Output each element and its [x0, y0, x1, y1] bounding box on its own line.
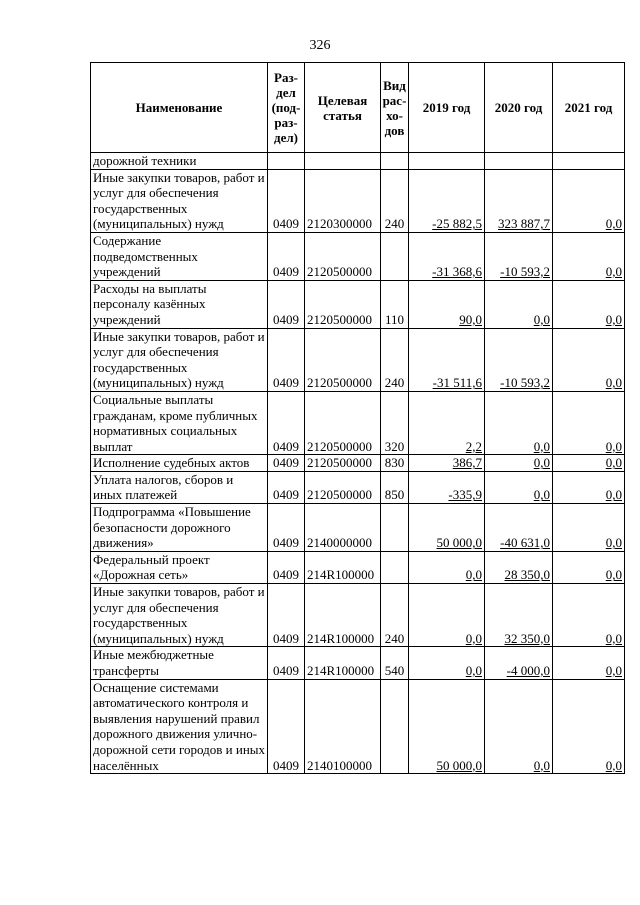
row-2021-value: 0,0 [605, 264, 622, 280]
row-name: дорожной техники [91, 153, 268, 170]
row-2019-value: -31 368,6 [432, 264, 482, 280]
table-row [91, 169, 625, 232]
row-2020 [485, 169, 553, 232]
row-2020 [485, 584, 553, 647]
row-2020-value: 0,0 [533, 438, 550, 454]
row-expense-type [381, 153, 409, 170]
row-2019 [409, 280, 485, 328]
row-article: 2120500000 [305, 328, 381, 391]
row-2020 [485, 679, 553, 774]
page-number: 326 [309, 38, 331, 53]
row-2020-value: 0,0 [533, 311, 550, 327]
row-section: 0409 [268, 584, 305, 647]
row-name: Иные закупки товаров, работ и услуг для обеспечения государственных (муниципальных) нужд [91, 584, 268, 647]
row-expense-type: 540 [381, 647, 409, 679]
row-2020-value: 32 350,0 [504, 630, 550, 646]
row-article [305, 153, 381, 170]
row-name: Иные закупки товаров, работ и услуг для обеспечения государственных (муниципальных) нужд [91, 169, 268, 232]
row-expense-type: 320 [381, 391, 409, 454]
row-2019-value: 90,0 [459, 311, 482, 327]
row-name: Иные межбюджетные трансферты [91, 647, 268, 679]
table-row [91, 280, 625, 328]
row-2021-value: 0,0 [605, 567, 622, 583]
row-name: Оснащение системами автоматического контроля и выявления нарушений правил дорожного движения улично-дорожной сети городов и иных населённых [91, 679, 268, 774]
row-name: Содержание подведомственных учреждений [91, 232, 268, 280]
row-2020-value: -4 000,0 [506, 663, 550, 678]
row-2020-value: -10 593,2 [500, 375, 550, 391]
row-section: 0409 [268, 471, 305, 503]
row-2021 [553, 647, 625, 679]
table-row [91, 584, 625, 647]
row-2019 [409, 504, 485, 552]
row-2020 [485, 153, 553, 170]
header-expense-type: Вид рас-хо-дов [381, 63, 409, 153]
row-2021-value: 0,0 [605, 455, 622, 471]
row-2021 [553, 551, 625, 583]
table-row [91, 471, 625, 503]
row-section: 0409 [268, 169, 305, 232]
row-2020 [485, 391, 553, 454]
row-2019-value: 0,0 [465, 630, 482, 646]
row-2020 [485, 551, 553, 583]
row-name: Уплата налогов, сборов и иных платежей [91, 471, 268, 503]
row-article: 2140100000 [305, 679, 381, 774]
row-2020 [485, 232, 553, 280]
row-2020-value: -40 631,0 [500, 535, 550, 551]
row-article: 214R100000 [305, 584, 381, 647]
header-row [91, 63, 625, 153]
row-2021-value: 0,0 [605, 375, 622, 391]
row-2021 [553, 455, 625, 472]
row-name: Иные закупки товаров, работ и услуг для обеспечения государственных (муниципальных) нужд [91, 328, 268, 391]
row-2020-value: 0,0 [533, 757, 550, 773]
row-2021-value: 0,0 [605, 438, 622, 454]
row-2019 [409, 455, 485, 472]
row-section: 0409 [268, 647, 305, 679]
row-2019-value: 0,0 [465, 663, 482, 678]
row-article: 2120500000 [305, 280, 381, 328]
row-2019 [409, 391, 485, 454]
row-expense-type [381, 551, 409, 583]
row-2020-value: 0,0 [533, 487, 550, 503]
row-article: 2140000000 [305, 504, 381, 552]
row-2021 [553, 471, 625, 503]
row-article: 2120300000 [305, 169, 381, 232]
row-2021-value: 0,0 [605, 487, 622, 503]
row-2020-value: 323 887,7 [498, 216, 550, 232]
header-section: Раз-дел (под-раз-дел) [268, 63, 305, 153]
row-2019 [409, 679, 485, 774]
row-section: 0409 [268, 280, 305, 328]
row-2019-value: 386,7 [452, 455, 482, 471]
row-2021 [553, 153, 625, 170]
header-2019: 2019 год [409, 63, 485, 153]
table-row [91, 391, 625, 454]
row-name: Исполнение судебных актов [91, 455, 268, 472]
row-article: 214R100000 [305, 647, 381, 679]
row-expense-type: 240 [381, 169, 409, 232]
row-name: Социальные выплаты гражданам, кроме публичных нормативных социальных выплат [91, 391, 268, 454]
row-2020-value: -10 593,2 [500, 264, 550, 280]
row-section: 0409 [268, 232, 305, 280]
row-name: Расходы на выплаты персоналу казённых учреждений [91, 280, 268, 328]
row-article: 2120500000 [305, 471, 381, 503]
row-expense-type: 110 [381, 280, 409, 328]
header-2020: 2020 год [485, 63, 553, 153]
table-row [91, 551, 625, 583]
row-expense-type: 850 [381, 471, 409, 503]
row-2019-value: 50 000,0 [436, 757, 482, 773]
row-2020 [485, 280, 553, 328]
row-2021 [553, 391, 625, 454]
row-name: Федеральный проект «Дорожная сеть» [91, 551, 268, 583]
row-section [268, 153, 305, 170]
row-2021-value: 0,0 [605, 663, 622, 678]
row-2019-value: -25 882,5 [432, 216, 482, 232]
row-expense-type [381, 504, 409, 552]
row-2021 [553, 504, 625, 552]
row-2021 [553, 280, 625, 328]
row-2021 [553, 169, 625, 232]
table-row [91, 647, 625, 679]
row-2020 [485, 471, 553, 503]
row-section: 0409 [268, 455, 305, 472]
row-2020 [485, 455, 553, 472]
row-article: 214R100000 [305, 551, 381, 583]
row-section: 0409 [268, 391, 305, 454]
budget-table [90, 62, 625, 774]
row-2019-value: 50 000,0 [436, 535, 482, 551]
header-name: Наименование [91, 63, 268, 153]
row-2019 [409, 471, 485, 503]
table-row [91, 232, 625, 280]
row-article: 2120500000 [305, 455, 381, 472]
row-2021-value: 0,0 [605, 216, 622, 232]
row-2019 [409, 328, 485, 391]
row-2021 [553, 584, 625, 647]
header-2021: 2021 год [553, 63, 625, 153]
row-section: 0409 [268, 679, 305, 774]
row-2021-value: 0,0 [605, 630, 622, 646]
header-article: Целевая статья [305, 63, 381, 153]
row-2019-value: -31 511,6 [432, 375, 482, 391]
row-2019 [409, 153, 485, 170]
row-expense-type: 830 [381, 455, 409, 472]
row-2021-value: 0,0 [605, 535, 622, 551]
row-2020-value: 28 350,0 [504, 567, 550, 583]
row-2021-value: 0,0 [605, 757, 622, 773]
table-row [91, 679, 625, 774]
row-2020 [485, 504, 553, 552]
row-2019-value: -335,9 [448, 487, 482, 503]
row-2020 [485, 328, 553, 391]
row-section: 0409 [268, 551, 305, 583]
row-section: 0409 [268, 504, 305, 552]
table-row [91, 504, 625, 552]
row-2019 [409, 169, 485, 232]
table-row [91, 328, 625, 391]
row-2019 [409, 647, 485, 679]
row-2020 [485, 647, 553, 679]
row-expense-type [381, 679, 409, 774]
row-article: 2120500000 [305, 391, 381, 454]
table-row [91, 153, 625, 170]
row-2020-value: 0,0 [533, 455, 550, 471]
row-2021 [553, 328, 625, 391]
row-2019-value: 2,2 [465, 438, 482, 454]
row-expense-type: 240 [381, 328, 409, 391]
row-2021-value: 0,0 [605, 311, 622, 327]
row-2021 [553, 679, 625, 774]
row-2019 [409, 232, 485, 280]
row-expense-type: 240 [381, 584, 409, 647]
row-article: 2120500000 [305, 232, 381, 280]
row-2019 [409, 584, 485, 647]
row-name: Подпрограмма «Повышение безопасности дорожного движения» [91, 504, 268, 552]
row-section: 0409 [268, 328, 305, 391]
row-2019 [409, 551, 485, 583]
row-2019-value: 0,0 [465, 567, 482, 583]
row-expense-type [381, 232, 409, 280]
row-2021 [553, 232, 625, 280]
table-row [91, 455, 625, 472]
